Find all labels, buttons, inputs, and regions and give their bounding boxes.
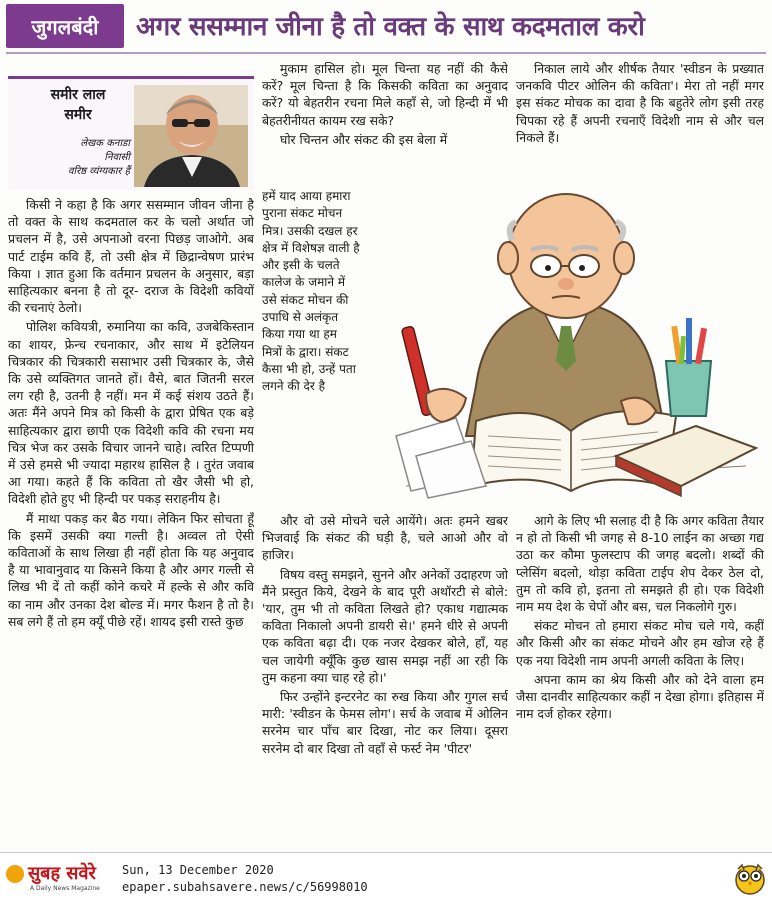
paragraph: संकट मोचन तो हमारा संकट मोच चले गये, कहीं और किसी और का संकट मोचने और हम खोज रहे हैं एक नया विदेशी नाम अपनी अगली कविता के लिए। [516, 618, 764, 668]
author-portrait-icon [134, 85, 248, 187]
paragraph: अपना काम का श्रेय किसी और को देने वाला हम जैसा दानवीर साहित्यकार कहीं न देखा होगा। इतिहास में नाम दर्ज होकर रहेगा। [516, 671, 764, 722]
author-box [8, 76, 254, 190]
article-column-2-top [262, 60, 508, 188]
article-column-2-bottom [262, 512, 508, 842]
author-name-line2: समीर [64, 107, 92, 123]
paragraph: किसी ने कहा है कि अगर ससम्मान जीवन जीना है तो वक्त के साथ कदमताल कर के चलो अर्थात जो प्रचलन में है, उसे अपनाओ वरना पिछड़ जाओगे. अब पार्ट टाईम कवि हैं, तो उसी क्षेत्र में छिद्रान्वेषण प्रारंभ किया । ज्ञात हुआ कि वर्तमान प्रचलन के अनुसार, बड़ा साहित्यकार बनना है तो दूर- दराज के विदेशी कवियों की रचनाएं ठेलो। [8, 197, 254, 316]
illustration [366, 186, 762, 506]
author-description [26, 137, 130, 179]
paragraph: फिर उन्होंने इन्टरनेट का रुख किया और गुगल सर्च मारी: 'स्वीडन के फेमस लोग'। सर्च के जवाब में ओलिन सरनेम चार पाँच बार दिखा, नोट कर लिया। दूसरा सरनेम दो बार दिखा तो वहाँ से फर्स्ट नेम 'पीटर' [262, 689, 508, 756]
article-header [0, 0, 772, 52]
logo-text: सुबह सवेरे [28, 863, 96, 884]
epaper-footer [0, 852, 772, 902]
author-name-line1: समीर लाल [50, 87, 106, 103]
paragraph: और वो उसे मोचने चले आयेंगे। अतः हमने खबर भिजवाई कि संकट की घड़ी है, चले आओ और वो हाजिर। [262, 513, 508, 563]
paragraph: घोर चिन्तन और संकट की इस बेला में [280, 131, 448, 147]
author-desc-line3: वरिष्ठ व्यंग्यकार हैं [68, 166, 130, 177]
article-column-2-narrow: हमें याद आया हमारा पुराना संकट मोचन मित्र। उसकी दखल हर क्षेत्र में विशेषज्ञ वाली है और इसी के चलते कालेज के जमाने में उसे संकट मोचन की उपाधि से अलंकृत किया गया था हम मित्रों के द्वारा। संकट कैसा भी हो, उन्हें पता लगने की देर है [262, 189, 360, 394]
paragraph: मुकाम हासिल हो। मूल चिन्ता यह नहीं की कैसे करें? मूल चिन्ता है कि किसकी कविता का अनुवाद करें? यो बेहतरीन रचना मिले कहाँ से, जो हिन्दी में भी बेहतरीनीयत कायम रख सके? [262, 61, 508, 128]
column-tag: जुगलबंदी [6, 4, 124, 48]
article-column-3-top [516, 60, 764, 180]
author-desc-line2: निवासी [104, 152, 130, 163]
paragraph: विषय वस्तु समझने, सुनने और अनेकों उदाहरण जो मैंने प्रस्तुत किये, देखने के बाद पूरी अथॉरटी से बोले: 'यार, तुम भी तो कविता लिखते हो? एकाध गद्यात्मक कविता निकालो अपनी डायरी से।' हमने धीरे से अपनी एक कविता बढ़ा दी। एक नजर देखकर बोले, हाँ, यह चल जायेगी क्यूँकि कुछ खास समझ नहीं आ रही कि तुम कहना क्या चाह रहे हो।' [262, 566, 508, 685]
edition-date: Sun, 13 December 2020 [122, 863, 274, 877]
article-url[interactable]: epaper.subahsavere.news/c/56998010 [122, 880, 368, 894]
header-divider [6, 52, 766, 54]
author-name [28, 85, 128, 125]
article-column-1 [8, 196, 254, 840]
paragraph: मैं माथा पकड़ कर बैठ गया। लेकिन फिर सोचता हूँ कि इसमें उसकी क्या गल्ती है। अव्वल तो ऐसी कविताओं के साथ लिखा ही नहीं होता कि यह अनुवाद है या भावानुवाद या किसने किया है और अगर गल्ती से लिख भी दें तो कहीं कोने कचरे में हल्के से और कवि का नाम और उनका देश बोल्ड में। मगर फैशन है तो है। सब लगे हैं तो हम क्यूँ पीछे रहें। शायद इसी रास्ते कुछ [8, 510, 254, 629]
author-photo [134, 85, 248, 187]
author-desc-line1: लेखक कनाडा [80, 138, 130, 149]
paragraph: आगे के लिए भी सलाह दी है कि अगर कविता तैयार न हो तो किसी भी जगह से 8-10 लाईन का अच्छा गद्य उठा कर कौमा फुलस्टाप की जगह बदलो। शब्दों की प्लेसिंग बदलो, थोड़ा कविता टाईप शेप देकर ठेल दो, तुम तो कवि हो, इतना तो समझते ही हो। एक विदेशी नाम मय देश के चेपों और बस, चल निकलोगे गुरु। [516, 513, 764, 615]
article-column-3-bottom [516, 512, 764, 842]
logo-tagline: A Daily News Magazine [30, 885, 100, 892]
paragraph: निकाल लाये और शीर्षक तैयार 'स्वीडन के प्रख्यात जनकवि पीटर ओलिन की कविता'। मेरा तो नहीं मगर इस संकट मोचक का दावा है कि बहुतेरे लोग इसी तरह चिपका रहे हैं अपनी रचनाएँ विदेशी नाम से और चल निकले हैं। [516, 61, 764, 145]
owl-icon [734, 861, 766, 895]
publication-logo[interactable] [6, 861, 116, 895]
sun-icon [6, 865, 24, 883]
paragraph: पोलिश कवियत्री, रुमानिया का कवि, उजबेकिस्तान का शायर, फ्रेन्च रचनाकार, और साथ में इटेलियन चित्रकार की चित्रकारी ससाभार उसी चित्रकार के, जैसे कि उसे व्यक्तिगत जानते हों। वैसे, बात जितनी सरल लग रही है, उतनी है नहीं। मन में कई संशय उठते हैं। अतः मैंने अपने मित्र को किसी के द्वारा प्रेषित एक बड़े साहित्यकार द्वारा छापी एक विदेशी कवि की रचना मय चित्र भेज कर उसके विचार जानने चाहे। त्वरित टिप्पणी में उसे हमसे भी ज्यादा महारथ हासिल है । तुरंत जवाब आ गया। कहते हैं कि कविता तो खैर जैसी भी हो, विदेशी होते हुए भी हिन्दी पर पकड़ सराहनीय है। [8, 319, 254, 507]
old-man-writing-illustration [366, 186, 762, 506]
headline: अगर ससम्मान जीना है तो वक्त के साथ कदमताल करो [136, 12, 645, 42]
